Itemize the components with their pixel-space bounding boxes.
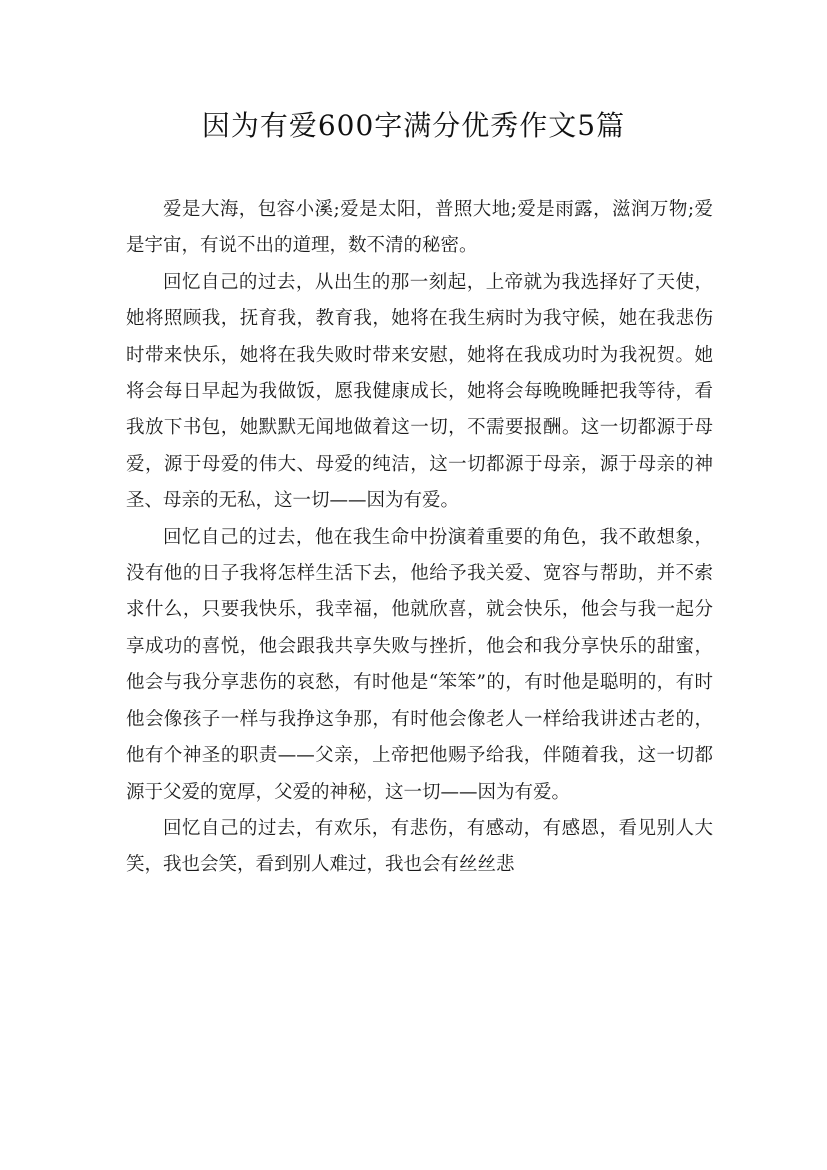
document-title: 因为有爱600字满分优秀作文5篇 — [201, 109, 626, 142]
paragraph-4: 回忆自己的过去，有欢乐，有悲伤，有感动，有感恩，看见别人大笑，我也会笑，看到别人难过，我也会有丝丝悲 — [126, 817, 713, 876]
paragraph-1: 爱是大海，包容小溪;爱是太阳，普照大地;爱是雨露，滋润万物;爱是宇宙，有说不出的道理，数不清的秘密。 — [126, 199, 713, 257]
document-body — [126, 192, 713, 884]
paragraph-3: 回忆自己的过去，他在我生命中扮演着重要的角色，我不敢想象，没有他的日子我将怎样生活下去，他给予我关爱、宽容与帮助，并不索求什么，只要我快乐，我幸福，他就欣喜，就会快乐，他会与我一起分享成功的喜悦，他会跟我共享失败与挫折，他会和我分享快乐的甜蜜，他会与我分享悲伤的哀愁，有时他是“笨笨”的，有时他是聪明的，有时他会像孩子一样与我挣这争那，有时他会像老人一样给我讲述古老的，他有个神圣的职责——父亲，上帝把他赐予给我，伴随着我，这一切都源于父爱的宽厚，父爱的神秘，这一切——因为有爱。 — [126, 526, 713, 803]
paragraph-2: 回忆自己的过去，从出生的那一刻起，上帝就为我选择好了天使，她将照顾我，抚育我，教育我，她将在我生病时为我守候，她在我悲伤时带来快乐，她将在我失败时带来安慰，她将在我成功时为我祝贺。她将会每日早起为我做饭，愿我健康成长，她将会每晚晚睡把我等待，看我放下书包，她默默无闻地做着这一切，不需要报酬。这一切都源于母爱，源于母爱的伟大、母爱的纯洁，这一切都源于母亲，源于母亲的神圣、母亲的无私，这一切——因为有爱。 — [126, 271, 713, 512]
